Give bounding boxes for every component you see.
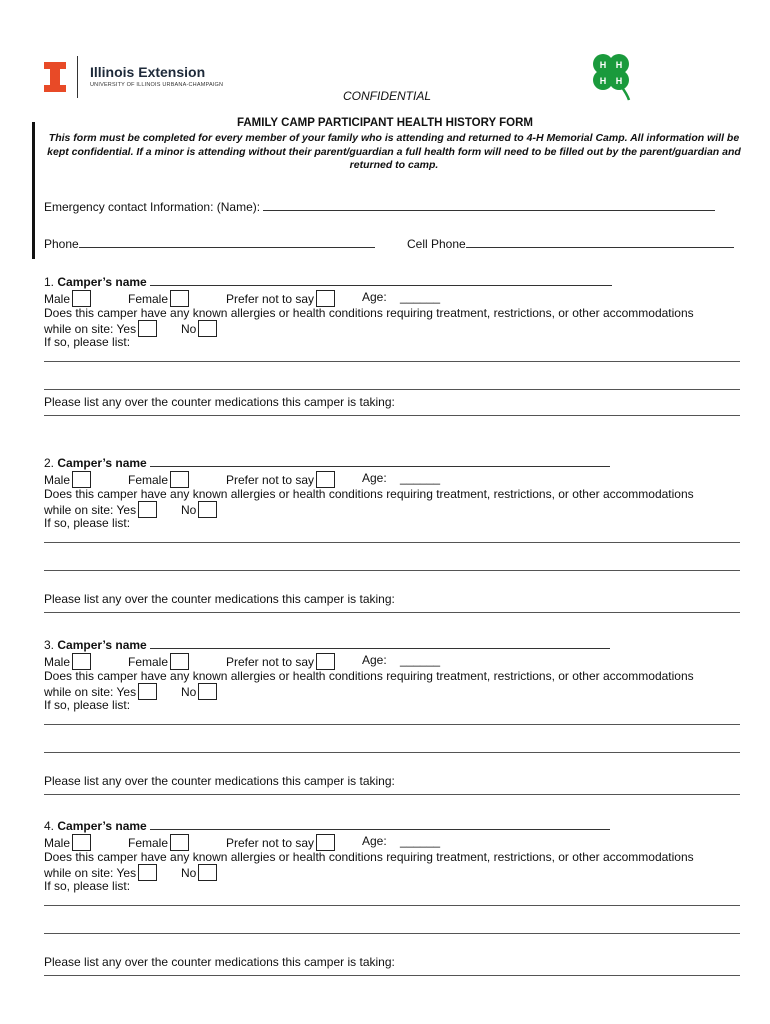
yes-checkbox[interactable] bbox=[138, 320, 157, 337]
prefer-not-to-say-checkbox[interactable] bbox=[316, 834, 335, 851]
otc-medications-line[interactable] bbox=[44, 794, 740, 795]
emergency-contact-row bbox=[44, 200, 715, 214]
camper-name-field[interactable] bbox=[150, 456, 610, 467]
prefer-not-to-say-checkbox[interactable] bbox=[316, 653, 335, 670]
no-checkbox[interactable] bbox=[198, 683, 217, 700]
no-label: No bbox=[181, 866, 197, 880]
while-on-site-label: while on site: bbox=[44, 685, 114, 699]
prefer-option bbox=[226, 834, 337, 851]
gender-row bbox=[44, 471, 93, 488]
age-row bbox=[362, 653, 440, 667]
no-option bbox=[181, 683, 219, 700]
male-label: Male bbox=[44, 473, 71, 487]
yes-label: Yes bbox=[116, 866, 137, 880]
conditions-line[interactable] bbox=[44, 361, 740, 362]
camper-name-label: Camper’s name bbox=[57, 456, 147, 470]
yes-label: Yes bbox=[116, 503, 137, 517]
cell-phone-label: Cell Phone bbox=[407, 237, 466, 251]
female-option bbox=[128, 471, 191, 488]
svg-text:H: H bbox=[615, 60, 623, 70]
otc-medications-label: Please list any over the counter medications this camper is taking: bbox=[44, 955, 395, 969]
age-label: Age: bbox=[362, 471, 387, 485]
no-option bbox=[181, 501, 219, 518]
camper-name-field[interactable] bbox=[150, 275, 612, 286]
age-field[interactable]: ______ bbox=[400, 471, 441, 485]
emergency-name-field[interactable] bbox=[263, 200, 715, 211]
prefer-option bbox=[226, 653, 337, 670]
male-label: Male bbox=[44, 292, 71, 306]
yes-label: Yes bbox=[116, 685, 137, 699]
female-label: Female bbox=[128, 292, 169, 306]
conditions-line[interactable] bbox=[44, 905, 740, 906]
male-label: Male bbox=[44, 836, 71, 850]
female-checkbox[interactable] bbox=[170, 834, 189, 851]
camper-name-row bbox=[44, 638, 610, 652]
form-title: FAMILY CAMP PARTICIPANT HEALTH HISTORY FORM bbox=[236, 117, 534, 129]
gender-row bbox=[44, 653, 93, 670]
conditions-line[interactable] bbox=[44, 542, 740, 543]
no-label: No bbox=[181, 685, 197, 699]
prefer-not-to-say-label: Prefer not to say bbox=[226, 655, 315, 669]
svg-text:H: H bbox=[599, 76, 607, 86]
female-checkbox[interactable] bbox=[170, 290, 189, 307]
allergy-question: Does this camper have any known allergies or health conditions requiring treatment, restrictions, or other accommodations bbox=[44, 306, 694, 320]
prefer-not-to-say-checkbox[interactable] bbox=[316, 290, 335, 307]
svg-text:H: H bbox=[599, 60, 607, 70]
camper-name-field[interactable] bbox=[150, 638, 610, 649]
camper-number: 1. bbox=[44, 275, 55, 289]
female-label: Female bbox=[128, 473, 169, 487]
age-field[interactable]: ______ bbox=[400, 290, 441, 304]
no-option bbox=[181, 864, 219, 881]
cell-phone-field[interactable] bbox=[466, 237, 734, 248]
if-so-label: If so, please list: bbox=[44, 335, 131, 349]
margin-bar bbox=[32, 122, 35, 259]
phone-field[interactable] bbox=[79, 237, 375, 248]
prefer-not-to-say-label: Prefer not to say bbox=[226, 836, 315, 850]
logo-subtitle: UNIVERSITY OF ILLINOIS URBANA-CHAMPAIGN bbox=[90, 82, 224, 88]
illinois-block-i-logo bbox=[44, 62, 66, 92]
cell-phone-row bbox=[407, 237, 734, 251]
while-on-site-label: while on site: bbox=[44, 503, 114, 517]
4-h-clover-icon bbox=[585, 50, 637, 102]
male-checkbox[interactable] bbox=[72, 653, 91, 670]
age-label: Age: bbox=[362, 834, 387, 848]
age-row bbox=[362, 834, 440, 848]
gender-row bbox=[44, 290, 93, 307]
conditions-line[interactable] bbox=[44, 389, 740, 390]
no-checkbox[interactable] bbox=[198, 320, 217, 337]
no-checkbox[interactable] bbox=[198, 501, 217, 518]
yes-checkbox[interactable] bbox=[138, 864, 157, 881]
allergy-question: Does this camper have any known allergies or health conditions requiring treatment, restrictions, or other accommodations bbox=[44, 487, 694, 501]
camper-name-row bbox=[44, 275, 612, 289]
prefer-not-to-say-checkbox[interactable] bbox=[316, 471, 335, 488]
camper-name-row bbox=[44, 819, 610, 833]
male-checkbox[interactable] bbox=[72, 290, 91, 307]
female-checkbox[interactable] bbox=[170, 471, 189, 488]
conditions-line[interactable] bbox=[44, 724, 740, 725]
gender-row bbox=[44, 834, 93, 851]
otc-medications-label: Please list any over the counter medications this camper is taking: bbox=[44, 774, 395, 788]
camper-name-label: Camper’s name bbox=[57, 275, 147, 289]
female-option bbox=[128, 834, 191, 851]
confidential-label: CONFIDENTIAL bbox=[343, 89, 432, 103]
no-checkbox[interactable] bbox=[198, 864, 217, 881]
yes-checkbox[interactable] bbox=[138, 501, 157, 518]
svg-text:H: H bbox=[615, 76, 623, 86]
otc-medications-label: Please list any over the counter medications this camper is taking: bbox=[44, 592, 395, 606]
female-label: Female bbox=[128, 655, 169, 669]
camper-name-field[interactable] bbox=[150, 819, 610, 830]
no-label: No bbox=[181, 503, 197, 517]
if-so-label: If so, please list: bbox=[44, 698, 131, 712]
prefer-not-to-say-label: Prefer not to say bbox=[226, 292, 315, 306]
female-option bbox=[128, 653, 191, 670]
phone-label: Phone bbox=[44, 237, 79, 251]
form-intro: This form must be completed for every member of your family who is attending and returned to 4-H Memorial Camp. All information will be kept confidential. If a minor is attending without their parent/guardian a full health form will need to be filled out by the parent/guardian and returned to camp. bbox=[47, 132, 741, 171]
logo-divider bbox=[77, 56, 78, 98]
age-label: Age: bbox=[362, 290, 387, 304]
if-so-label: If so, please list: bbox=[44, 516, 131, 530]
camper-number: 2. bbox=[44, 456, 55, 470]
camper-name-label: Camper’s name bbox=[57, 819, 147, 833]
prefer-not-to-say-label: Prefer not to say bbox=[226, 473, 315, 487]
while-on-site-label: while on site: bbox=[44, 322, 114, 336]
otc-medications-line[interactable] bbox=[44, 975, 740, 976]
yes-checkbox[interactable] bbox=[138, 683, 157, 700]
camper-name-label: Camper’s name bbox=[57, 638, 147, 652]
age-row bbox=[362, 471, 440, 485]
conditions-line[interactable] bbox=[44, 752, 740, 753]
male-checkbox[interactable] bbox=[72, 471, 91, 488]
female-label: Female bbox=[128, 836, 169, 850]
prefer-option bbox=[226, 471, 337, 488]
no-label: No bbox=[181, 322, 197, 336]
otc-medications-line[interactable] bbox=[44, 612, 740, 613]
age-field[interactable]: ______ bbox=[400, 834, 441, 848]
age-row bbox=[362, 290, 440, 304]
conditions-line[interactable] bbox=[44, 570, 740, 571]
female-option bbox=[128, 290, 191, 307]
yes-label: Yes bbox=[116, 322, 137, 336]
logo-name: Illinois Extension bbox=[90, 64, 206, 80]
phone-row bbox=[44, 237, 375, 251]
camper-number: 4. bbox=[44, 819, 55, 833]
while-on-site-label: while on site: bbox=[44, 866, 114, 880]
male-checkbox[interactable] bbox=[72, 834, 91, 851]
female-checkbox[interactable] bbox=[170, 653, 189, 670]
prefer-option bbox=[226, 290, 337, 307]
allergy-question: Does this camper have any known allergies or health conditions requiring treatment, restrictions, or other accommodations bbox=[44, 850, 694, 864]
if-so-label: If so, please list: bbox=[44, 879, 131, 893]
conditions-line[interactable] bbox=[44, 933, 740, 934]
age-field[interactable]: ______ bbox=[400, 653, 441, 667]
allergy-question: Does this camper have any known allergies or health conditions requiring treatment, restrictions, or other accommodations bbox=[44, 669, 694, 683]
male-label: Male bbox=[44, 655, 71, 669]
emergency-contact-label: Emergency contact Information: (Name): bbox=[44, 200, 261, 214]
otc-medications-label: Please list any over the counter medications this camper is taking: bbox=[44, 395, 395, 409]
otc-medications-line[interactable] bbox=[44, 415, 740, 416]
camper-name-row bbox=[44, 456, 610, 470]
camper-number: 3. bbox=[44, 638, 55, 652]
age-label: Age: bbox=[362, 653, 387, 667]
no-option bbox=[181, 320, 219, 337]
